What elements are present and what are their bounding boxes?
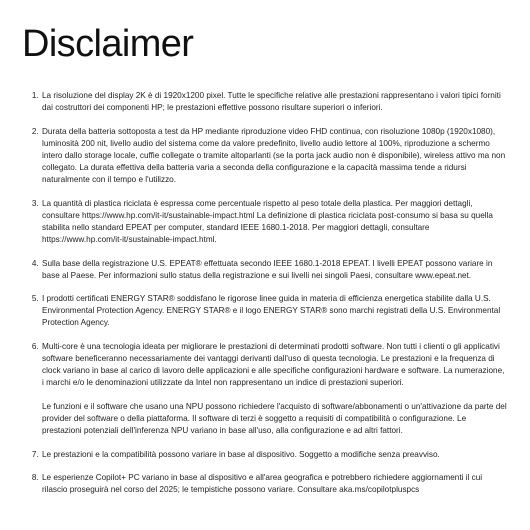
disclaimer-item-7 xyxy=(41,449,508,461)
disclaimer-text: 1. La risoluzione del display 2K è di 1920x1200 pixel. Tutte le specifiche relative alle prestazioni rappresentano i valori tipici forniti dai costruttori dei componenti HP; le prestazioni effettive possono risultare superiori o inferiori. xyxy=(42,91,501,113)
disclaimer-text: 4. Sulla base della registrazione U.S. EPEAT® effettuata secondo IEEE 1680.1-2018 EPEAT. I livelli EPEAT possono variare in base al Paese. Per informazioni sullo status della registrazione e sui livelli nei singoli Paesi, consultare www.epeat.net. xyxy=(42,258,493,280)
disclaimer-text: 5. I prodotti certificati ENERGY STAR® soddisfano le rigorose linee guida in materia di efficienza energetica stabilite dalla U.S. Environmental Protection Agency. ENERGY STAR® e il logo ENERGY STAR® sono marchi registrati della U.S. Environmental Protection Agency. xyxy=(42,294,501,328)
disclaimer-item-8 xyxy=(41,472,508,496)
disclaimer-list xyxy=(22,90,508,496)
disclaimer-text: 6. Multi-core è una tecnologia ideata per migliorare le prestazioni di determinati prodotti software. Non tutti i clienti o gli applicativi software beneficeranno necessariamente dei vantaggi derivanti dall'uso di questa tecnologia. Le prestazioni e la frequenza di clock variano in base al carico di lavoro delle applicazioni e alle specifiche configurazioni hardware e software. La numerazione, i marchi e/o le denominazioni utilizzate da Intel non rappresentano un indice di prestazioni superiori. xyxy=(42,342,505,388)
disclaimer-item-5 xyxy=(41,293,508,329)
disclaimer-item-2 xyxy=(41,126,508,186)
disclaimer-text: 2. Durata della batteria sottoposta a test da HP mediante riproduzione video FHD continua, con risoluzione 1080p (1920x1080), luminosità 200 nit, livello audio del sistema come da valore predefinito, livello audio lettore al 100%, riproduzione a schermo intero dallo storage locale, cuffie collegate o tramite altoparlanti (se la porta jack audio non è disponibile), wireless attivo ma non collegato. La durata effettiva della batteria varia a seconda della configurazione e la capacità massima tende a ridursi naturalmente con il tempo e l'utilizzo. xyxy=(42,126,506,185)
disclaimer-text: 8. Le esperienze Copilot+ PC variano in base al dispositivo e all'area geografica e potrebbero richiedere aggiornamenti il cui rilascio proseguirà nel corso del 2025; le tempistiche possono variare. Consultare aka.ms/copilotpluspcs xyxy=(42,473,483,495)
disclaimer-item-4 xyxy=(41,258,508,282)
disclaimer-text: Le funzioni e il software che usano una NPU possono richiedere l'acquisto di software/abbonamenti o un'attivazione da parte del provider del software o della piattaforma. Il software di terzi è soggetto a requisiti di compatibilità o configurazione. Le prestazioni potenziali dell'inferenza NPU variano in base all'uso, alla configurazione e ad altri fattori. xyxy=(42,401,507,436)
disclaimer-item-3 xyxy=(41,198,508,246)
disclaimer-text: 3. La quantità di plastica riciclata è espressa come percentuale rispetto al peso totale della plastica. Per maggiori dettagli, consultare https://www.hp.com/it-it/sustainable-impact.html La definizione di plastica riciclata post-consumo si basa su quella stabilita nello standard EPEAT per computer, standard IEEE 1680.1-2018. Per maggiori dettagli, consultare https://www.hp.com/it-it/sustainable-impact.html. xyxy=(42,198,493,244)
page-title: Disclaimer xyxy=(22,23,194,65)
disclaimer-item-1 xyxy=(41,90,508,114)
disclaimer-item-6 xyxy=(41,341,508,437)
disclaimer-text: 7. Le prestazioni e la compatibilità possono variare in base al dispositivo. Soggetto a modifiche senza preavviso. xyxy=(42,449,440,459)
